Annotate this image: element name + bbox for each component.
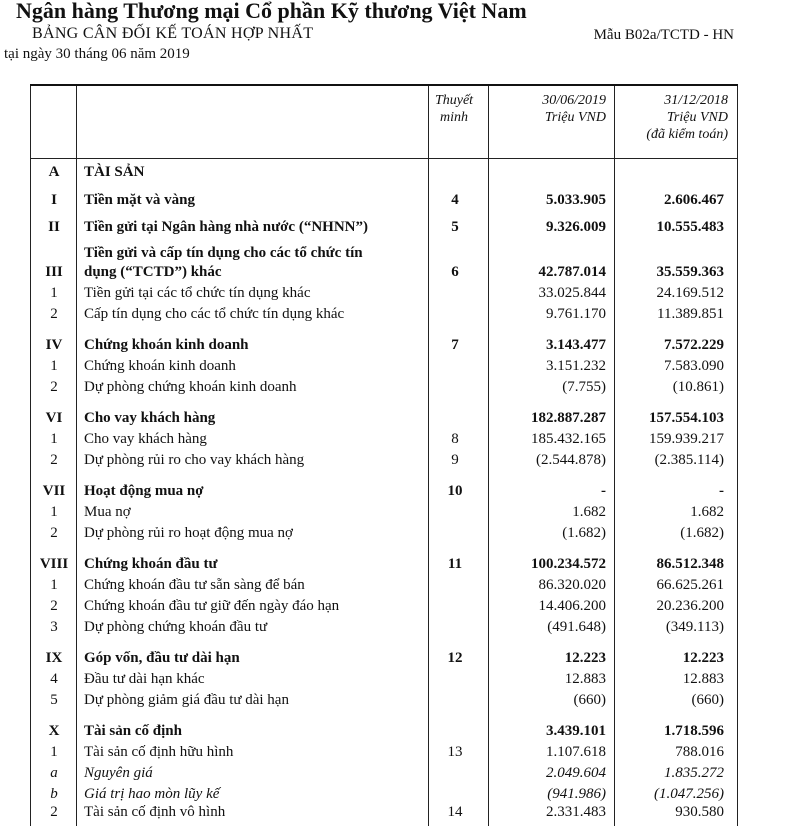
- table-row: 2 Dự phòng rủi ro cho vay khách hàng 9 (2.544.878) (2.385.114): [50, 452, 724, 468]
- table-row: III dụng (“TCTD”) khác 6 42.787.014 35.559.363: [45, 264, 724, 280]
- report-title: BẢNG CÂN ĐỐI KẾ TOÁN HỢP NHẤT: [32, 25, 314, 42]
- table-row: 3 Dự phòng chứng khoán đầu tư (491.648) (349.113): [50, 619, 724, 635]
- table-row: 1 Chứng khoán kinh doanh 3.151.232 7.583.090: [50, 358, 724, 374]
- header-separator: [30, 158, 738, 159]
- balance-sheet-table: [30, 84, 738, 826]
- table-row: 1 Tiền gửi tại các tổ chức tín dụng khác 33.025.844 24.169.512: [50, 285, 724, 301]
- table-row: I Tiền mặt và vàng 4 5.033.905 2.606.467: [51, 192, 724, 208]
- table-row: b Giá trị hao mòn lũy kế (941.986) (1.047.256): [50, 786, 724, 802]
- table-row: 1 Cho vay khách hàng 8 185.432.165 159.939.217: [50, 431, 724, 447]
- table-row: II Tiền gửi tại Ngân hàng nhà nước (“NHNN”) 5 9.326.009 10.555.483: [48, 219, 724, 235]
- company-name: Ngân hàng Thương mại Cổ phần Kỹ thương Việt Nam: [16, 0, 527, 23]
- table-row: VI Cho vay khách hàng 182.887.287 157.554.103: [45, 410, 724, 426]
- table-row: 2 Cấp tín dụng cho các tổ chức tín dụng khác 9.761.170 11.389.851: [50, 306, 724, 322]
- table-row: 2 Dự phòng rủi ro hoạt động mua nợ (1.682) (1.682): [50, 525, 724, 541]
- col-2018-header: 31/12/2018 Triệu VND (đã kiểm toán): [646, 93, 728, 142]
- table-row: 1 Mua nợ 1.682 1.682: [50, 504, 724, 520]
- table-row: 2 Tài sản cố định vô hình 14 2.331.483 930.580: [50, 804, 724, 820]
- table-row: A TÀI SẢN: [48, 164, 145, 180]
- table-row: Tiền gửi và cấp tín dụng cho các tổ chức tín: [84, 245, 363, 261]
- table-row: 1 Chứng khoán đầu tư sẵn sàng để bán 86.320.020 66.625.261: [50, 577, 724, 593]
- table-row: 1 Tài sản cố định hữu hình 13 1.107.618 788.016: [50, 744, 724, 760]
- note-column-header: Thuyết minh: [434, 93, 474, 125]
- table-row: 5 Dự phòng giảm giá đầu tư dài hạn (660) (660): [50, 692, 724, 708]
- table-row: X Tài sản cố định 3.439.101 1.718.596: [48, 723, 724, 739]
- table-row: IX Góp vốn, đầu tư dài hạn 12 12.223 12.223: [45, 650, 724, 666]
- form-code: Mẫu B02a/TCTD - HN: [593, 27, 734, 43]
- report-date: tại ngày 30 tháng 06 năm 2019: [4, 46, 190, 62]
- table-row: VIII Chứng khoán đầu tư 11 100.234.572 86.512.348: [39, 556, 724, 572]
- table-row: 4 Đầu tư dài hạn khác 12.883 12.883: [50, 671, 724, 687]
- table-row: 2 Dự phòng chứng khoán kinh doanh (7.755) (10.861): [50, 379, 724, 395]
- table-row: a Nguyên giá 2.049.604 1.835.272: [50, 765, 724, 781]
- table-row: 2 Chứng khoán đầu tư giữ đến ngày đáo hạn 14.406.200 20.236.200: [50, 598, 724, 614]
- table-row: IV Chứng khoán kinh doanh 7 3.143.477 7.572.229: [45, 337, 724, 353]
- col-2019-header: 30/06/2019 Triệu VND: [542, 93, 606, 125]
- table-row: VII Hoạt động mua nợ 10 - -: [42, 483, 724, 499]
